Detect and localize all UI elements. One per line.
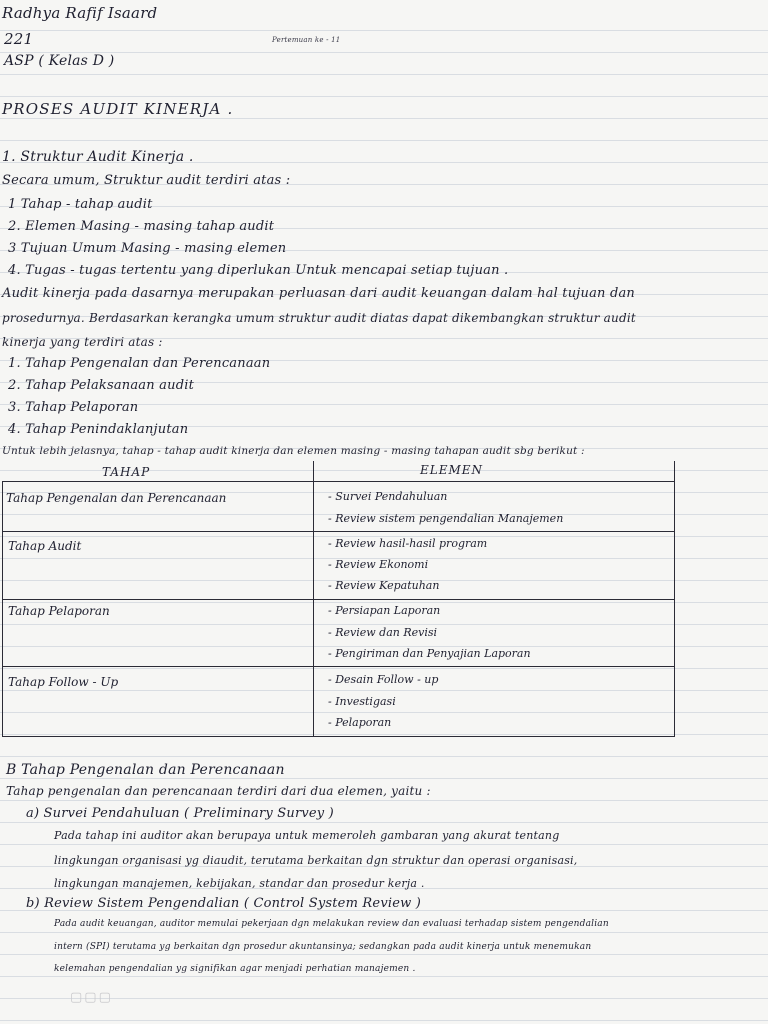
stage-item: 3. Tahap Pelaporan (8, 400, 139, 415)
class-label: ASP ( Kelas D ) (4, 53, 115, 69)
table-row-stage: Tahap Pelaporan (8, 604, 110, 618)
table-row-element: - Review hasil-hasil program (328, 537, 488, 550)
subsection-b-title: b) Review Sistem Pengendalian ( Control System Review ) (26, 896, 422, 911)
list-item: 2. Elemen Masing - masing tahap audit (8, 219, 275, 234)
section-b-heading: B Tahap Pengenalan dan Perencanaan (6, 762, 285, 778)
table-row-element: - Desain Follow - up (328, 673, 439, 686)
table-row-element: - Pengiriman dan Penyajian Laporan (328, 647, 531, 660)
table-row-element: - Review Kepatuhan (328, 579, 440, 592)
student-number: 221 (4, 30, 34, 48)
table-row-element: - Review Ekonomi (328, 558, 429, 571)
paragraph-line: kelemahan pengendalian yg signifikan agar menjadi perhatian manajemen . (54, 964, 416, 974)
table-row-element: - Review sistem pengendalian Manajemen (328, 512, 564, 525)
paragraph-line: Pada tahap ini auditor akan berupaya untuk memeroleh gambaran yang akurat tentang (54, 829, 560, 842)
table-row-stage: Tahap Audit (8, 539, 82, 553)
list-item: 4. Tugas - tugas tertentu yang diperlukan Untuk mencapai setiap tujuan . (8, 263, 509, 278)
table-row-element: - Pelaporan (328, 716, 392, 729)
student-name: Radhya Rafif Isaard (2, 4, 158, 22)
table-row-stage: Tahap Pengenalan dan Perencanaan (6, 491, 227, 505)
stage-item: 1. Tahap Pengenalan dan Perencanaan (8, 356, 271, 371)
list-item: 3 Tujuan Umum Masing - masing elemen (8, 241, 287, 256)
table-row-element: - Persiapan Laporan (328, 604, 441, 617)
stage-element-table (2, 461, 676, 737)
paragraph-line: intern (SPI) terutama yg berkaitan dgn prosedur akuntansinya; sedangkan pada audit kinerja untuk menemukan (54, 942, 592, 952)
section-a-heading: 1. Struktur Audit Kinerja . (2, 149, 194, 165)
paragraph-line: Audit kinerja pada dasarnya merupakan perluasan dari audit keuangan dalam hal tujuan dan (2, 286, 635, 301)
stage-item: 4. Tahap Penindaklanjutan (8, 422, 189, 437)
subsection-a-title: a) Survei Pendahuluan ( Preliminary Survey ) (26, 806, 334, 821)
watermark: ▢▢▢ (70, 990, 113, 1005)
paragraph-line: prosedurnya. Berdasarkan kerangka umum struktur audit diatas dapat dikembangkan struktur audit (2, 311, 636, 325)
table-header-stage: TAHAP (102, 465, 151, 479)
table-row-element: - Review dan Revisi (328, 626, 438, 639)
table-row-element: - Survei Pendahuluan (328, 490, 448, 503)
paragraph-line: Pada audit keuangan, auditor memulai pekerjaan dgn melakukan review dan evaluasi terhadap sistem pengendalian (54, 919, 609, 929)
paragraph-line: kinerja yang terdiri atas : (2, 335, 163, 349)
page-title: PROSES AUDIT KINERJA . (2, 100, 234, 118)
table-intro: Untuk lebih jelasnya, tahap - tahap audit kinerja dan elemen masing - masing tahapan audit sbg berikut : (2, 445, 585, 457)
paragraph-line: lingkungan organisasi yg diaudit, terutama berkaitan dgn struktur dan operasi organisasi, (54, 854, 578, 867)
section-a-intro: Secara umum, Struktur audit terdiri atas : (2, 173, 291, 188)
table-row-element: - Investigasi (328, 695, 396, 708)
section-b-intro: Tahap pengenalan dan perencanaan terdiri dari dua elemen, yaitu : (6, 784, 431, 798)
meeting-label: Pertemuan ke - 11 (272, 36, 341, 44)
table-header-element: ELEMEN (420, 463, 484, 477)
table-row-stage: Tahap Follow - Up (8, 675, 119, 689)
paragraph-line: lingkungan manajemen, kebijakan, standar dan prosedur kerja . (54, 877, 425, 890)
stage-item: 2. Tahap Pelaksanaan audit (8, 378, 194, 393)
list-item: 1 Tahap - tahap audit (8, 197, 153, 212)
